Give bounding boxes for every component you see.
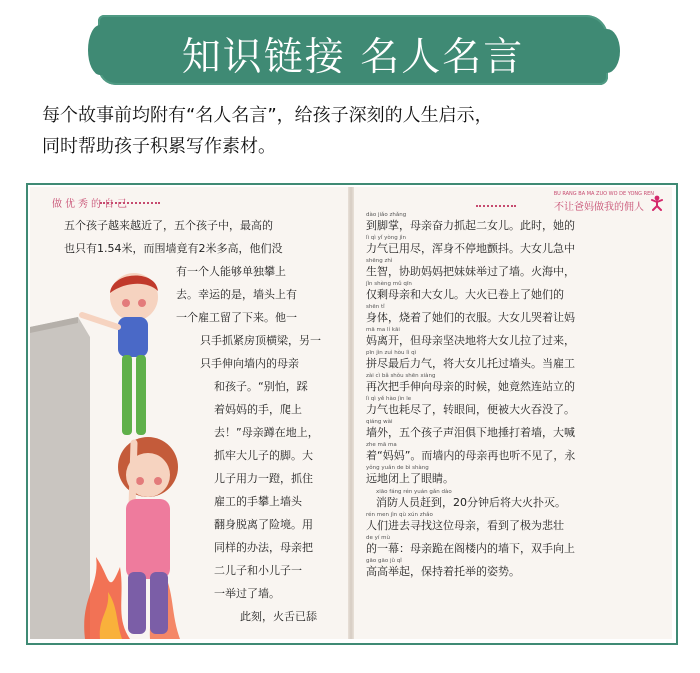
pinyin: zài cì bǎ shǒu shēn xiàng	[366, 373, 436, 379]
intro-text	[42, 100, 672, 162]
running-figure-icon	[650, 195, 664, 211]
left-line: 和孩子。“别怕，踩	[214, 380, 308, 393]
left-line: 着妈妈的手，爬上	[214, 403, 302, 416]
pinyin: qiáng wài	[366, 419, 393, 425]
right-page-text	[366, 514, 575, 583]
left-line: 一举过了墙。	[214, 587, 280, 600]
right-line: 力气已用尽，浑身不停地颤抖。大女儿急中	[366, 242, 575, 255]
intro-line-1: 每个故事前均附有“名人名言”，给孩子深刻的人生启示，	[42, 105, 493, 126]
left-line: 去。幸运的是，墙头上有	[176, 288, 297, 301]
left-page	[30, 187, 348, 639]
right-line: 生智，协助妈妈把妹妹举过了墙。火海中，	[366, 265, 575, 278]
right-line: 身体，烧着了她们的衣服。大女儿哭着让妈	[366, 311, 575, 324]
left-line: 翻身脱离了险境。用	[214, 518, 313, 531]
left-line: 去！”母亲蹲在地上，	[214, 426, 319, 439]
left-line: 儿子用力一蹬，抓住	[214, 472, 313, 485]
book-spread	[26, 183, 678, 645]
right-line: 人们进去寻找这位母亲，看到了极为悲壮	[366, 519, 564, 532]
left-page-text-wrap	[200, 329, 321, 375]
left-page-text	[64, 214, 283, 260]
left-line: 同样的办法，母亲把	[214, 541, 313, 554]
pinyin: shēng zhì	[366, 258, 393, 264]
pinyin: xiāo fáng rén yuán gǎn dào	[376, 489, 452, 495]
pinyin: gāo gāo jǔ qǐ	[366, 558, 402, 564]
left-line: 一个雇工留了下来。他一	[176, 311, 297, 324]
right-line: 再次把手伸向母亲的时候，她竟然连站立的	[366, 380, 575, 393]
right-page-header: 不让爸妈做我的佣人	[554, 202, 644, 213]
right-line: 的一幕：母亲跪在阁楼内的墙下，双手向上	[366, 542, 575, 555]
left-line: 抓牢大儿子的脚。大	[214, 449, 313, 462]
right-line: 妈离开，但母亲坚决地将大女儿拉了过来，	[366, 334, 575, 347]
left-line: 五个孩子越来越近了，五个孩子中，最高的	[64, 219, 273, 232]
right-line: 消防人员赶到，20分钟后将大火扑灭。	[376, 496, 566, 509]
pinyin: mā ma lí kāi	[366, 327, 400, 333]
right-page-header-pinyin: BU RANG BA MA ZUO WO DE YONG REN	[553, 191, 654, 197]
pinyin: de yí mù	[366, 535, 390, 541]
right-line: 着“妈妈”。而墙内的母亲再也听不见了，永	[366, 449, 576, 462]
title-banner	[98, 15, 608, 85]
pinyin: yǒng yuǎn de bì shàng	[366, 465, 429, 471]
header-dots	[100, 202, 160, 204]
right-page	[354, 187, 672, 639]
pinyin: lì qì yǐ yòng jìn	[366, 235, 406, 241]
right-line: 墙外，五个孩子声泪俱下地捶打着墙，大喊	[366, 426, 575, 439]
left-line: 有一个人能够单独攀上	[176, 265, 286, 278]
left-page-text-wrap	[240, 605, 317, 628]
right-line: 高高举起，保持着托举的姿势。	[366, 565, 520, 578]
right-line: 拼尽最后力气，将大女儿托过墙头。当雇工	[366, 357, 575, 370]
right-line: 远地闭上了眼睛。	[366, 472, 454, 485]
pinyin: pīn jìn zuì hòu lì qì	[366, 350, 417, 356]
pinyin: shēn tǐ	[366, 304, 385, 310]
pinyin: zhe mā ma	[366, 442, 397, 448]
left-page-text-wrap	[214, 375, 319, 605]
intro-line-2: 同时帮助孩子积累写作素材。	[42, 136, 276, 157]
illustration-mother-children	[30, 267, 195, 639]
left-page-header: 做优秀的自己	[52, 199, 130, 210]
left-line: 只手抓紧房顶横梁，另一	[200, 334, 321, 347]
banner-title: 知识链接 名人名言	[181, 35, 525, 80]
header-dots	[476, 205, 516, 207]
right-line: 仅剩母亲和大女儿。大火已卷上了她们的	[366, 288, 564, 301]
left-line: 只手伸向墙内的母亲	[200, 357, 299, 370]
left-page-text-wrap	[176, 260, 297, 329]
right-line: 力气也耗尽了，转眼间，便被大火吞没了。	[366, 403, 575, 416]
pinyin: jǐn shèng mǔ qīn	[366, 281, 412, 287]
right-line: 到脚掌，母亲奋力抓起二女儿。此时，她的	[366, 219, 575, 232]
left-line: 雇工的手攀上墙头	[214, 495, 302, 508]
pinyin: dào jiǎo zhǎng	[366, 212, 407, 218]
pinyin: rén men jìn qù xún zhǎo	[366, 512, 433, 518]
pinyin: lì qì yě hào jìn le	[366, 396, 412, 402]
left-line: 二儿子和小儿子一	[214, 564, 302, 577]
left-line: 此刻，火舌已舔	[240, 610, 317, 623]
left-line: 也只有1.54米，而围墙竟有2米多高，他们没	[64, 242, 283, 255]
